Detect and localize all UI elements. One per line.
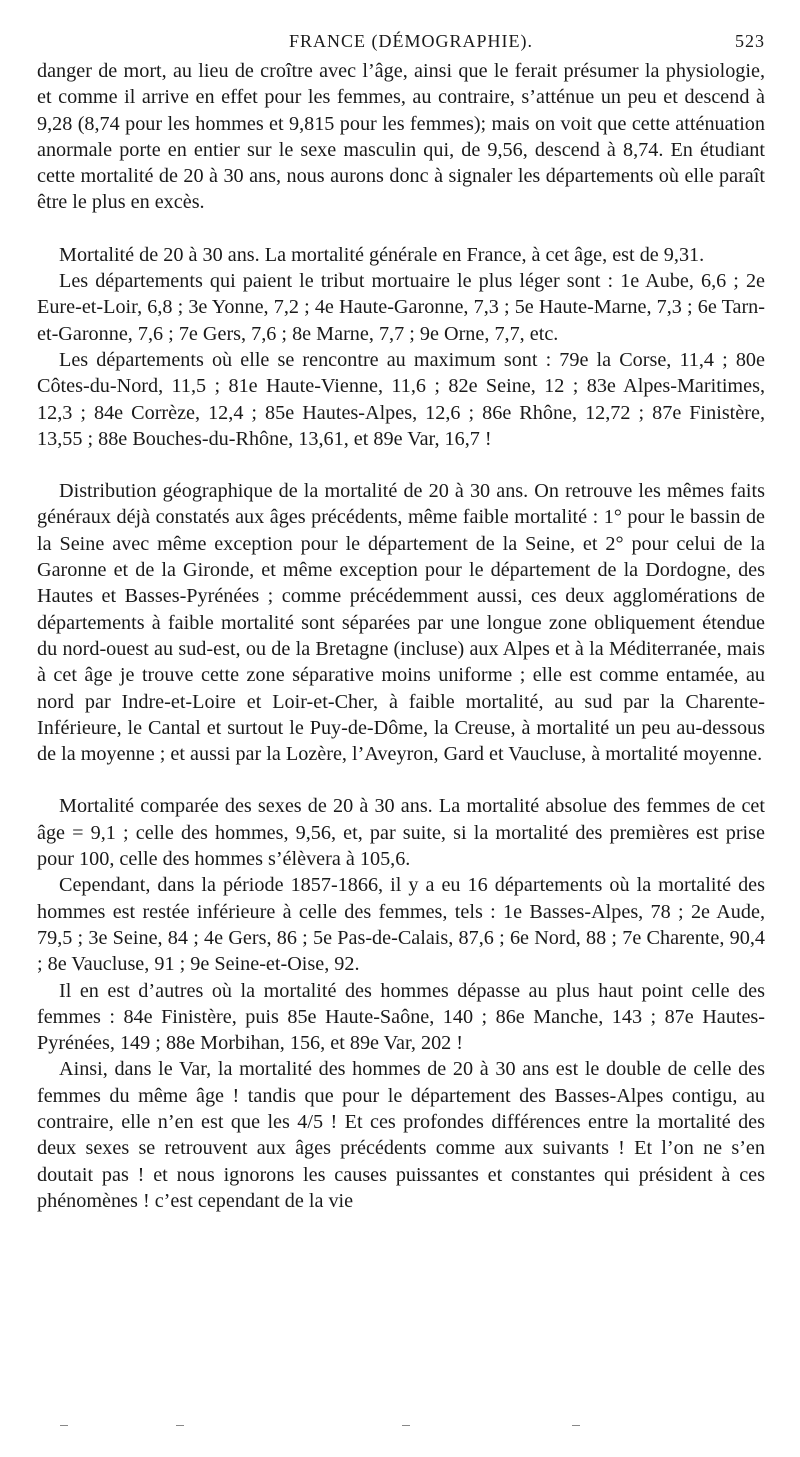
paragraph-period-lower: Cependant, dans la période 1857-1866, il y a eu 16 départements où la mortalité des hommes est restée inférieure à celle des femmes, tels : 1e Basses-Alpes, 78 ; 2e Aude, 79,5 ; 3e Seine, 84 ; 4e Gers, 86 ; 5e Pas-de-Calais, 87,6 ; 6e Nord, 88 ; 7e Charente, 90,4 ; 8e Vaucluse, 91 ; 9e Seine-et-Oise, 92. [37,874,765,976]
paragraph-continuation: danger de mort, au lieu de croître avec l’âge, ainsi que le ferait présumer la physiologie, et comme il arrive en effet pour les femmes, au contraire, s’atténue un peu et descend à 9,28 (8,74 pour les hommes et 9,815 pour les femmes); mais on voit que cette atténuation anormale porte en entier sur le sexe masculin qui, de 9,56, descend à 8,74. En étudiant cette mortalité de 20 à 30 ans, nous aurons donc à signaler les départements où elle paraît être le plus en excès. [37,60,765,214]
paragraph-sex-comparison: Mortalité comparée des sexes de 20 à 30 ans. La mortalité absolue des femmes de cet âge = 9,1 ; celle des hommes, 9,56, et, par suite, si la mortalité des premières est prise pour 100, celle des hommes s’élèvera à 105,6. [37,795,765,871]
document-page [37,28,765,1214]
paragraph-geographic-distribution: Distribution géographique de la mortalité de 20 à 30 ans. On retrouve les mêmes faits généraux déjà constatés aux âges précédents, même faible mortalité : 1° pour le bassin de la Seine avec même exception pour le département de la Seine, et 2° pour celui de la Garonne et de la Gironde, et même exception pour le département de la Dordogne, des Hautes et Basses-Pyrénées ; comme précédemment aussi, ces deux agglomérations de départements à faible mortalité sont séparées par une longue zone obliquement étendue du nord-ouest au sud-est, ou de la Bretagne (incluse) aux Alpes et à la Méditerranée, mais à cet âge je trouve cette zone séparative moins uniforme ; elle est comme entamée, au nord par Indre-et-Loire et Loir-et-Cher, à faible mortalité, au sud par la Charente-Inférieure, le Cantal et surtout le Puy-de-Dôme, la Creuse, à mortalité un peu au-dessous de la moyenne ; et aussi par la Lozère, l’Aveyron, Gard et Vaucluse, à mortalité moyenne. [37,480,765,766]
footer-mark [402,1425,410,1426]
paragraph-period-higher: Il en est d’autres où la mortalité des hommes dépasse au plus haut point celle des femmes : 84e Finistère, puis 85e Haute-Saône, 140 ; 86e Manche, 143 ; 87e Hautes-Pyrénées, 149 ; 88e Morbihan, 156, et 89e Var, 202 ! [37,979,765,1055]
footer-mark [572,1425,580,1426]
paragraph-conclusion: Ainsi, dans le Var, la mortalité des hommes de 20 à 30 ans est le double de celle des femmes du même âge ! tandis que pour le département des Basses-Alpes contigu, au contraire, elle n’en est que les 4/5 ! Et ces profondes différences entre la mortalité des deux sexes se retrouvent aux âges précédents comme aux suivants ! Et l’on ne s’en doutait pas ! et nous ignorons les causes puissantes et constantes qui président à ces phénomènes ! c’est cependant de la vie [37,1058,765,1212]
paragraph-mortality-heading: Mortalité de 20 à 30 ans. La mortalité générale en France, à cet âge, est de 9,31. [59,243,705,266]
header-title: FRANCE (DÉMOGRAPHIE). [288,31,533,51]
paragraph-highest-departments: Les départements où elle se rencontre au maximum sont : 79e la Corse, 11,4 ; 80e Côtes-du-Nord, 11,5 ; 81e Haute-Vienne, 11,6 ; 82e Seine, 12 ; 83e Alpes-Maritimes, 12,3 ; 84e Corrèze, 12,4 ; 85e Hautes-Alpes, 12,6 ; 86e Rhône, 12,72 ; 87e Finistère, 13,55 ; 88e Bouches-du-Rhône, 13,61, et 89e Var, 16,7 ! [37,348,765,450]
footer-mark [176,1425,184,1426]
running-header [37,28,765,58]
page-footer-marks [0,1425,800,1435]
page-number: 523 [735,31,765,51]
paragraph-lowest-departments: Les départements qui paient le tribut mortuaire le plus léger sont : 1e Aube, 6,6 ; 2e Eure-et-Loir, 6,8 ; 3e Yonne, 7,2 ; 4e Haute-Garonne, 7,3 ; 5e Haute-Marne, 7,3 ; 6e Tarn-et-Garonne, 7,6 ; 7e Gers, 7,6 ; 8e Marne, 7,7 ; 9e Orne, 7,7, etc. [37,270,765,345]
footer-mark [60,1425,68,1426]
